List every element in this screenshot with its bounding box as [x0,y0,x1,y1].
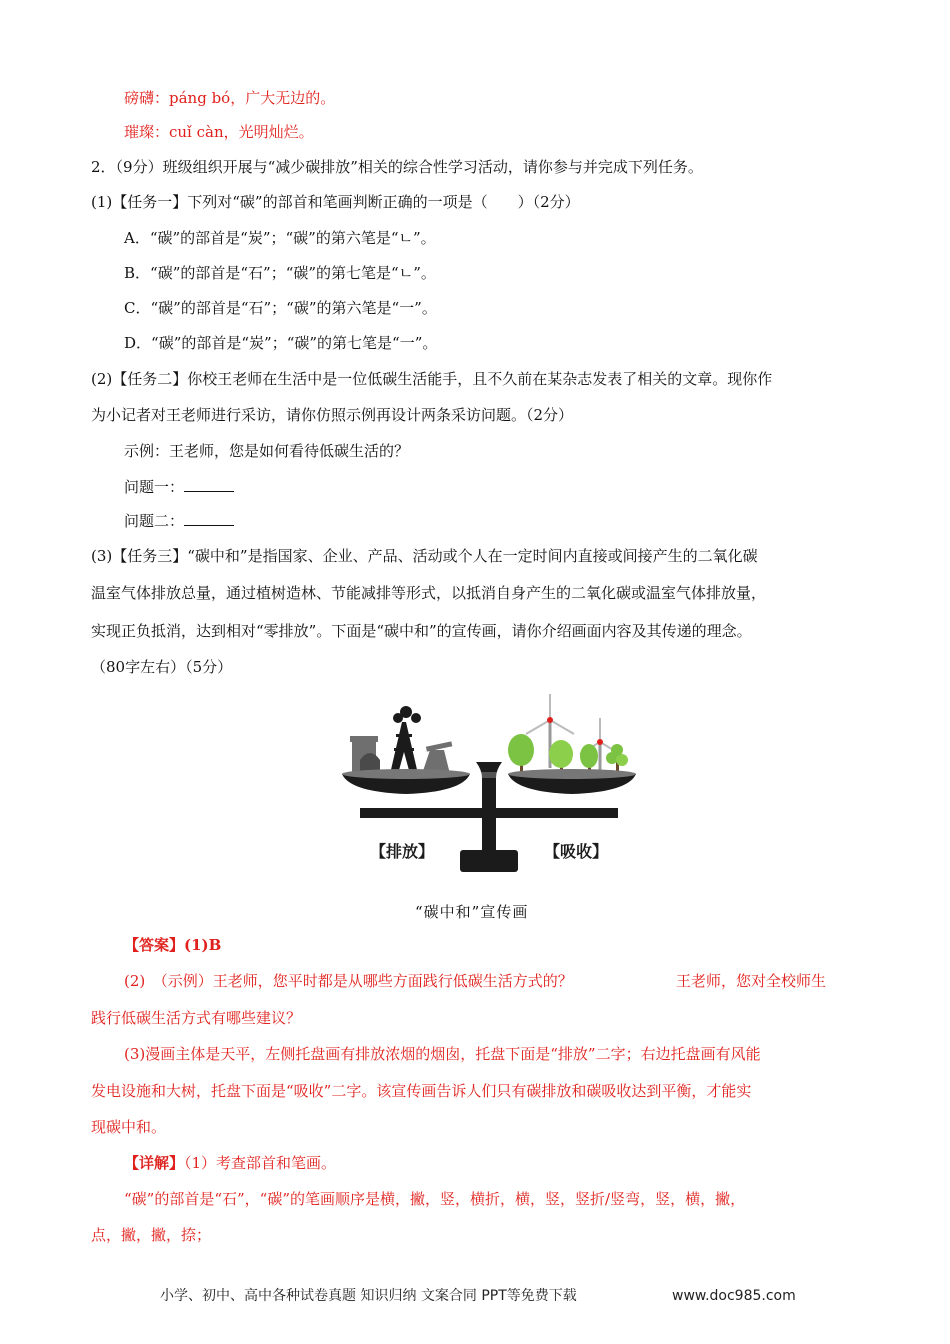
detail-label: 【详解】 [124,1154,185,1172]
absorption-label: 【吸收】 [544,842,609,861]
gloss-pangbo: 磅礴：páng bó，广大无边的。 [124,89,336,107]
task-2-line-2: 为小记者对王老师进行采访，请你仿照示例再设计两条采访问题。（2分） [91,406,574,424]
wind-turbine-icon [526,694,620,770]
detail-line-1 [124,1153,336,1173]
emission-label: 【排放】 [370,842,435,861]
answer-blank-1 [184,477,234,492]
answer-1: (1)B [184,936,222,954]
answer-line-1 [124,935,221,955]
gloss-cuican: 璀璨：cuǐ càn，光明灿烂。 [124,123,314,141]
task-3-line-2: 温室气体排放总量，通过植树造林、节能减排等形式，以抵消自身产生的二氧化碳或温室气体排放量， [91,584,767,602]
factory-chimney-icon [350,706,452,774]
option-b: B．“碳”的部首是“石”；“碳”的第七笔是“ㄴ”。 [124,264,436,282]
question-1-label: 问题一： [124,478,185,496]
detail-2-line-2: 点，撇，撇，捺； [91,1226,212,1244]
footer-url[interactable]: www.doc985.com [672,1288,796,1304]
task-1-stem: (1)【任务一】下列对“碳”的部首和笔画判断正确的一项是（ ）（2分） [91,193,580,211]
option-a: A．“碳”的部首是“炭”；“碳”的第六笔是“ㄴ”。 [124,229,436,247]
answer-2-line-1b: 王老师，您对全校师生 [676,972,827,990]
question-2-intro: 2．（9分）班级组织开展与“减少碳排放”相关的综合性学习活动，请你参与并完成下列任务。 [91,158,703,176]
option-c: C．“碳”的部首是“石”；“碳”的第六笔是“一”。 [124,299,437,317]
answer-label: 【答案】 [124,936,185,954]
task-3-line-4: （80字左右）（5分） [91,658,233,676]
answer-3-line-3: 现碳中和。 [91,1118,167,1136]
task-2-question-2 [124,511,234,531]
tree-icons [508,734,628,772]
task-2-question-1 [124,477,234,497]
question-2-label: 问题二： [124,512,185,530]
footer-text: 小学、初中、高中各种试卷真题 知识归纳 文案合同 PPT等免费下载 [160,1288,577,1304]
detail-1: （1）考查部首和笔画。 [184,1154,337,1172]
answer-blank-2 [184,511,234,526]
figure-caption: “碳中和”宣传画 [415,903,529,921]
detail-2-line-1: “碳”的部首是“石”，“碳”的笔画顺序是横，撇，竖，横折，横，竖，竖折/竖弯，竖，横，撇， [124,1190,746,1208]
carbon-neutral-poster [330,690,640,890]
answer-2-line-1a: (2) （示例）王老师，您平时都是从哪些方面践行低碳生活方式的？ [124,972,573,990]
task-2-line-1: (2)【任务二】你校王老师在生活中是一位低碳生活能手，且不久前在某杂志发表了相关的文章。现你作 [91,370,773,388]
task-3-line-1: (3)【任务三】“碳中和”是指国家、企业、产品、活动或个人在一定时间内直接或间接产生的二氧化碳 [91,547,758,565]
answer-2-line-2: 践行低碳生活方式有哪些建议？ [91,1009,302,1027]
option-d: D．“碳”的部首是“炭”；“碳”的第七笔是“一”。 [124,334,438,352]
answer-3-line-2: 发电设施和大树，托盘下面是“吸收”二字。该宣传画告诉人们只有碳排放和碳吸收达到平衡，才能实 [91,1082,752,1100]
task-2-example: 示例：王老师，您是如何看待低碳生活的？ [124,442,410,460]
task-3-line-3: 实现正负抵消，达到相对“零排放”。下面是“碳中和”的宣传画，请你介绍画面内容及其传递的理念。 [91,622,752,640]
answer-3-line-1: (3)漫画主体是天平，左侧托盘画有排放浓烟的烟囱，托盘下面是“排放”二字；右边托盘画有风能 [124,1045,761,1063]
